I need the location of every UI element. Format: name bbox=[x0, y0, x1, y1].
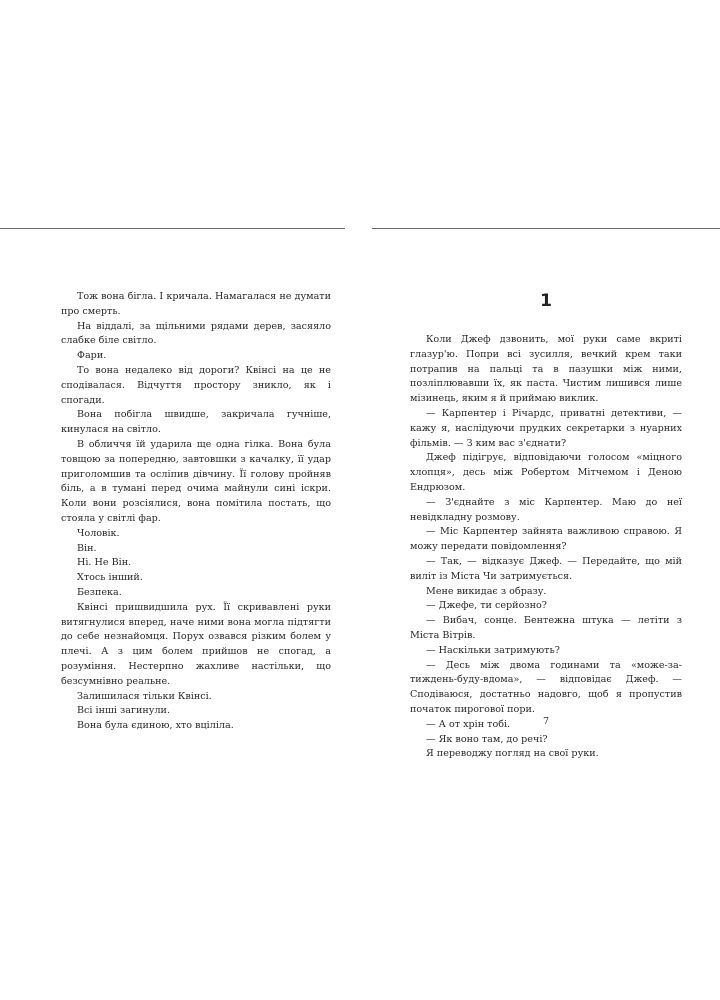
paragraph: — З'єднайте з міс Карпентер. Маю до неї невідкладну розмову. bbox=[410, 496, 682, 523]
paragraph: Залишилася тільки Квінсі. bbox=[77, 690, 212, 702]
paragraph: — Джефе, ти серйозно? bbox=[426, 600, 547, 612]
paragraph: Квінсі пришвидшила рух. Її скривавлені руки витягнулися вперед, наче ними вона могла підтягти до себе незнайомця. Порух озвався різким болем у плечі. А з цим болем прийшов не спогад, а розуміння. Нестерпно жахливе настільки, що безсумнівно реальне. bbox=[61, 601, 331, 687]
paragraph: Коли Джеф дзвонить, мої руки саме вкриті глазур'ю. Попри всі зусилля, вечкий крем таки потрапив на пальці та в пазушки між ними, позліплювавши їх, як паста. Чистим лишився лише мізинець, яким я й приймаю виклик. bbox=[410, 334, 682, 405]
left-page-top-rule bbox=[0, 228, 345, 229]
paragraph: — А от хрін тобі. bbox=[426, 718, 511, 730]
page-number: 7 bbox=[542, 716, 550, 727]
paragraph: Безпека. bbox=[77, 586, 122, 598]
paragraph: Джеф підігрує, відповідаючи голосом «міцного хлопця», десь між Робертом Мітчемом і Деною Ендрюзом. bbox=[410, 452, 682, 493]
paragraph: Чоловік. bbox=[77, 527, 120, 539]
right-page-text bbox=[410, 333, 682, 762]
paragraph: — Як воно там, до речі? bbox=[426, 733, 548, 745]
paragraph: — Так, — відказує Джеф. — Передайте, що мій виліт із Міста Чи затримується. bbox=[410, 555, 682, 582]
paragraph: Мене викидає з образу. bbox=[426, 585, 547, 597]
paragraph: Вона побігла швидше, закричала гучніше, кинулася на світло. bbox=[61, 409, 331, 436]
chapter-number: 1 bbox=[540, 291, 552, 311]
paragraph: Хтось інший. bbox=[77, 572, 143, 584]
paragraph: Ні. Не Він. bbox=[77, 557, 132, 569]
paragraph: То вона недалеко від дороги? Квінсі на це не сподівалася. Відчуття простору зникло, як і спогади. bbox=[61, 364, 331, 406]
paragraph: Всі інші загинули. bbox=[77, 705, 170, 717]
paragraph: Вона була єдиною, хто вціліла. bbox=[77, 720, 234, 732]
paragraph: — Міс Карпентер зайнята важливою справою. Я можу передати повідомлення? bbox=[410, 526, 682, 553]
right-page-top-rule bbox=[372, 228, 720, 229]
paragraph: Тож вона бігла. І кричала. Намагалася не думати про смерть. bbox=[61, 291, 331, 317]
left-page-text bbox=[61, 290, 331, 734]
paragraph: — Карпентер і Річардс, приватні детективи, — кажу я, наслідуючи прудких секретарки з нуарних фільмів. — З ким вас з'єднати? bbox=[410, 407, 682, 449]
paragraph: — Вибач, сонце. Бентежна штука — летіти з Міста Вітрів. bbox=[410, 615, 682, 641]
paragraph: Я переводжу погляд на свої руки. bbox=[426, 748, 599, 760]
paragraph: — Десь між двома годинами та «може-за-тиждень-буду-вдома», — відповідає Джеф. — Сподіваюся, достатньо надовго, щоб я пропустив початок пирогової пори. bbox=[410, 659, 682, 715]
paragraph: На віддалі, за щільними рядами дерев, засяяло слабке біле світло. bbox=[61, 320, 331, 347]
paragraph: Фари. bbox=[77, 350, 107, 362]
paragraph: Він. bbox=[77, 542, 97, 554]
paragraph: — Наскільки затримують? bbox=[426, 644, 560, 656]
paragraph: В обличчя їй ударила ще одна гілка. Вона була товщою за попередню, завтовшки з качалку, її удар приголомшив та осліпив дівчину. Її голову пройняв біль, а в тумані перед очима майнули сині іскри. Коли вони розсіялися, вона помітила постать, що стояла у світлі фар. bbox=[61, 438, 331, 524]
